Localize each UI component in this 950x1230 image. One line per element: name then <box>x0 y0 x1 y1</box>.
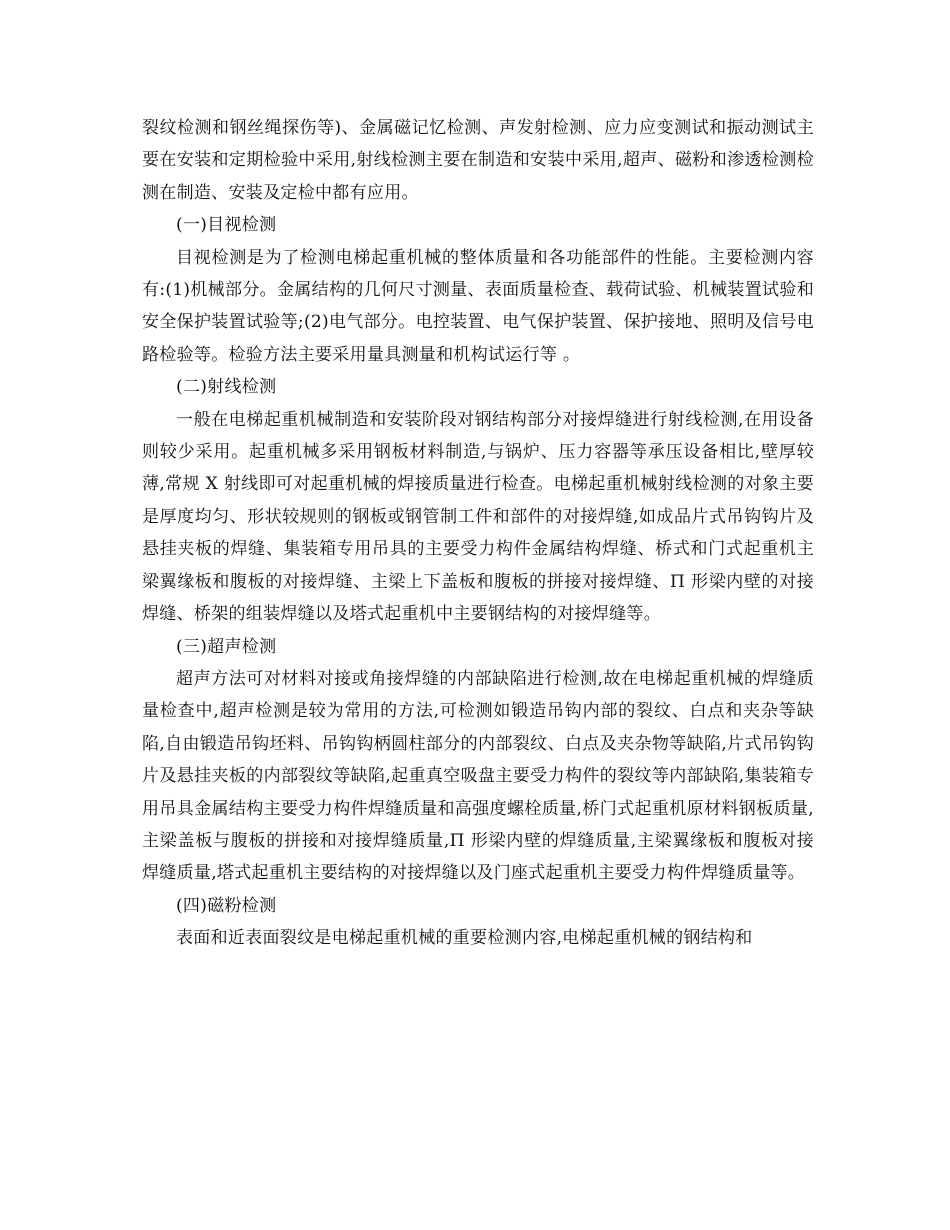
section-heading-visual-inspection: (一)目视检测 <box>176 215 277 236</box>
paragraph-radiographic-testing: 一般在电梯起重机械制造和安装阶段对钢结构部分对接焊缝进行射线检测,在用设备则较少采用。起重机械多采用钢板材料制造,与锅炉、压力容器等承压设备相比,壁厚较薄,常规 X 射线即可对起重机械的焊接质量进行检查。电梯起重机械射线检测的对象主要是厚度均匀、形状较规则的钢板或钢管制工件和部件的对接焊缝,如成品片式吊钩钩片及悬挂夹板的焊缝、集装箱专用吊具的主要受力构件金属结构焊缝、桥式和门式起重机主梁翼缘板和腹板的对接焊缝、主梁上下盖板和腹板的拼接对接焊缝、Π 形梁内壁的对接焊缝、桥架的组装焊缝以及塔式起重机中主要钢结构的对接焊缝等。 <box>142 409 814 625</box>
document-body <box>142 112 814 955</box>
paragraph-magnetic-particle-testing: 表面和近表面裂纹是电梯起重机械的重要检测内容,电梯起重机械的钢结构和 <box>176 928 753 949</box>
paragraph-continuation: 裂纹检测和钢丝绳探伤等)、金属磁记忆检测、声发射检测、应力应变测试和振动测试主要在安装和定期检验中采用,射线检测主要在制造和安装中采用,超声、磁粉和渗透检测检测在制造、安装及定检中都有应用。 <box>142 118 814 203</box>
paragraph-ultrasonic-testing: 超声方法可对材料对接或角接焊缝的内部缺陷进行检测,故在电梯起重机械的焊缝质量检查中,超声检测是较为常用的方法,可检测如锻造吊钩内部的裂纹、白点和夹杂等缺陷,自由锻造吊钩坯料、吊钩钩柄圆柱部分的内部裂纹、白点及夹杂物等缺陷,片式吊钩钩片及悬挂夹板的内部裂纹等缺陷,起重真空吸盘主要受力构件的裂纹等内部缺陷,集装箱专用吊具金属结构主要受力构件焊缝质量和高强度螺栓质量,桥门式起重机原材料钢板质量,主梁盖板与腹板的拼接和对接焊缝质量,Π 形梁内壁的焊缝质量,主梁翼缘板和腹板对接焊缝质量,塔式起重机主要结构的对接焊缝以及门座式起重机主要受力构件焊缝质量等。 <box>142 668 814 884</box>
paragraph-visual-inspection: 目视检测是为了检测电梯起重机械的整体质量和各功能部件的性能。主要检测内容有:(1)机械部分。金属结构的几何尺寸测量、表面质量检查、载荷试验、机械装置试验和安全保护装置试验等;(2)电气部分。电控装置、电气保护装置、保护接地、照明及信号电路检验等。检验方法主要采用量具测量和机构试运行等 。 <box>142 247 814 365</box>
section-heading-ultrasonic-testing: (三)超声检测 <box>176 636 277 657</box>
section-heading-magnetic-particle-testing: (四)磁粉检测 <box>176 895 277 916</box>
section-heading-radiographic-testing: (二)射线检测 <box>176 377 277 398</box>
